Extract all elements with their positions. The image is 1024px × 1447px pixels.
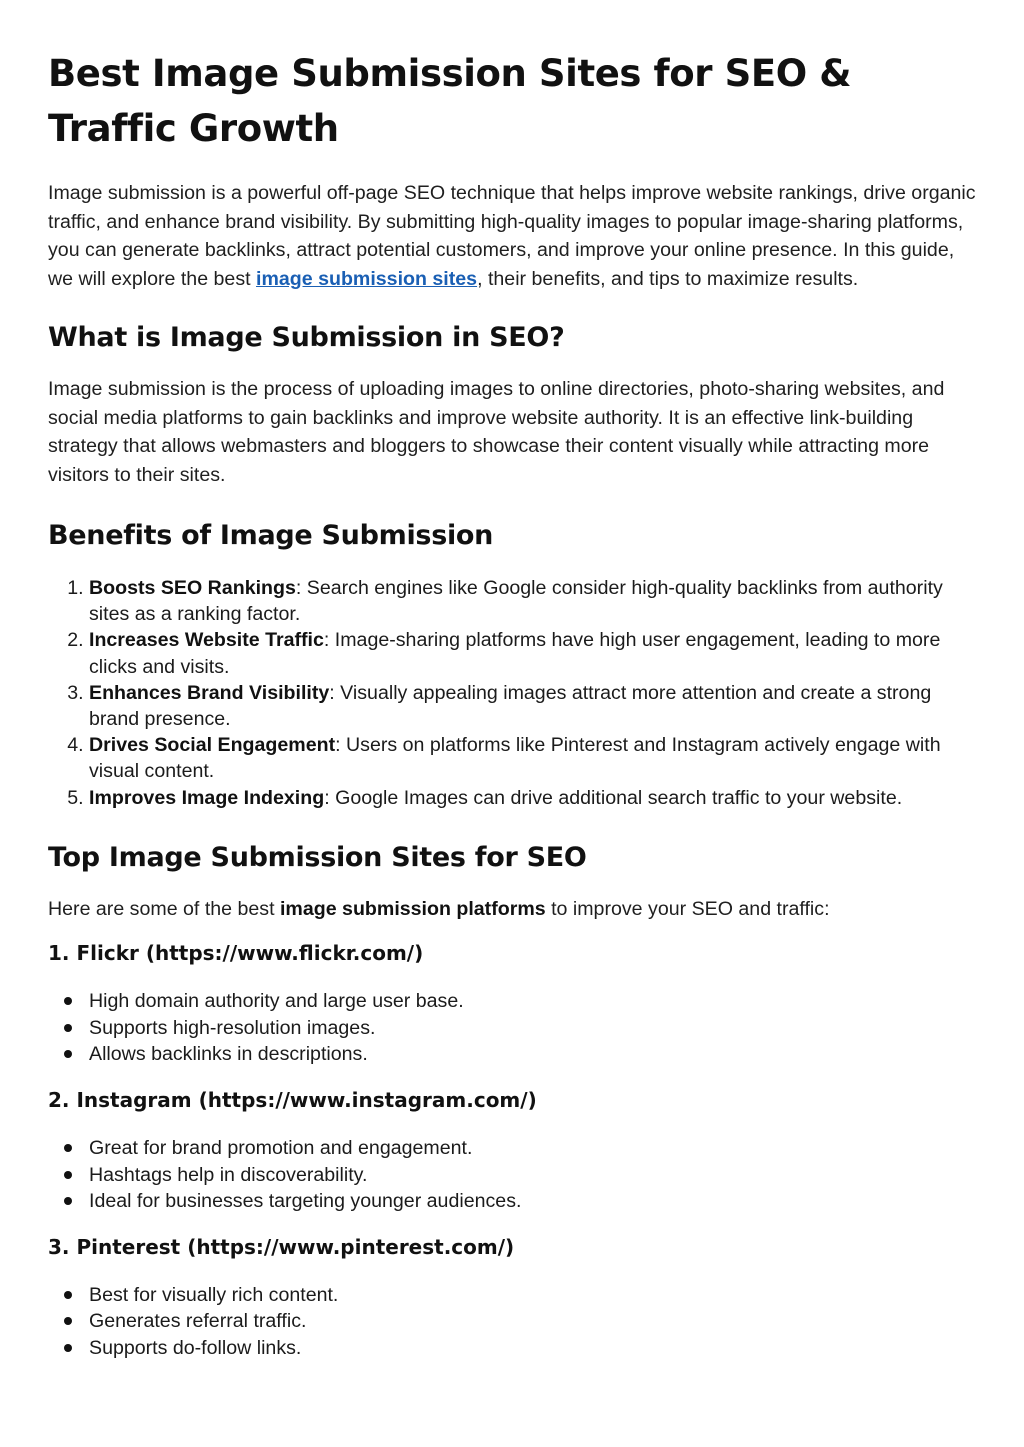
bullet-icon [64, 1197, 72, 1205]
bullet-text: Ideal for businesses targeting younger audiences. [89, 1189, 522, 1212]
bullet-text: Hashtags help in discoverability. [89, 1163, 368, 1186]
bullet-text: Generates referral traffic. [89, 1310, 307, 1333]
benefit-term: Boosts SEO Rankings [89, 577, 296, 599]
bullet-text: Supports high-resolution images. [89, 1016, 376, 1039]
bullet-icon [64, 1344, 72, 1352]
benefit-text: : Google Images can drive additional search traffic to your website. [324, 786, 903, 809]
benefit-term: Drives Social Engagement [89, 734, 336, 757]
list-item [89, 1162, 980, 1188]
pinterest-bullets [48, 1282, 980, 1361]
instagram-bullets [48, 1135, 980, 1214]
flickr-bullets [48, 988, 980, 1067]
bullet-icon [64, 1050, 72, 1058]
list-item [89, 1188, 980, 1214]
top-intro-bold: image submission platforms [279, 897, 546, 920]
bullet-icon [64, 1024, 72, 1032]
intro-paragraph [48, 179, 980, 293]
bullet-text: Allows backlinks in descriptions. [89, 1042, 368, 1065]
page-title: Best Image Submission Sites for SEO & Traffic Growth [48, 52, 852, 150]
bullet-text: Great for brand promotion and engagement. [89, 1137, 473, 1160]
bullet-icon [64, 997, 72, 1005]
intro-text-before-link: Image submission is a powerful off-page SEO technique that helps improve website rankings, drive organic traffic, and enhance brand visibility. By submitting high-quality images to popular image-sharing platforms, you can generate backlinks, attract potential customers, and improve your online presence. In this guide, we will explore the best [48, 182, 976, 290]
list-item [89, 1282, 980, 1308]
site-heading-flickr: 1. Flickr (https://www.flickr.com/) [48, 941, 424, 966]
benefit-text: : Users on platforms like Pinterest and Instagram actively engage with visual content. [89, 734, 941, 783]
list-item [89, 1135, 980, 1161]
bullet-text: Best for visually rich content. [89, 1284, 339, 1307]
bullet-icon [64, 1171, 72, 1179]
benefit-text: : Visually appealing images attract more attention and create a strong brand presence. [89, 681, 932, 731]
list-item [89, 785, 980, 811]
list-item [89, 1308, 980, 1334]
section-heading-benefits: Benefits of Image Submission [48, 520, 494, 551]
list-item [89, 1335, 980, 1361]
benefit-term: Enhances Brand Visibility [89, 681, 330, 704]
list-item [89, 1015, 980, 1041]
section-heading-what: What is Image Submission in SEO? [48, 322, 565, 353]
benefit-text: : Search engines like Google consider high-quality backlinks from authority sites as a ranking factor. [89, 577, 943, 626]
list-item [89, 680, 980, 732]
bullet-text: Supports do-follow links. [89, 1336, 302, 1359]
bullet-icon [64, 1144, 72, 1152]
site-heading-instagram: 2. Instagram (https://www.instagram.com/) [48, 1088, 537, 1113]
list-item [89, 1041, 980, 1067]
intro-text-after-link: , their benefits, and tips to maximize results. [477, 267, 859, 290]
top-intro-after: to improve your SEO and traffic: [545, 897, 830, 920]
list-item [89, 627, 980, 679]
benefits-list [48, 575, 980, 811]
benefit-term: Increases Website Traffic [89, 629, 324, 652]
list-item [89, 988, 980, 1014]
section-body-what: Image submission is the process of uploading images to online directories, photo-sharing websites, and social media platforms to gain backlinks and improve website authority. It is an effective link-building strategy that allows webmasters and bloggers to showcase their content visually while attracting more visitors to their sites. [48, 378, 945, 486]
bullet-icon [64, 1291, 72, 1299]
benefit-text: : Image-sharing platforms have high user engagement, leading to more clicks and visits. [89, 629, 941, 678]
top-sites-intro [48, 895, 980, 924]
bullet-icon [64, 1317, 72, 1325]
benefit-term: Improves Image Indexing [89, 786, 325, 809]
bullet-text: High domain authority and large user base. [89, 990, 464, 1013]
list-item [89, 575, 980, 627]
section-heading-top-sites: Top Image Submission Sites for SEO [48, 841, 587, 873]
list-item [89, 732, 980, 784]
top-intro-before: Here are some of the best [48, 897, 280, 920]
image-submission-sites-link[interactable]: image submission sites [256, 267, 478, 290]
site-heading-pinterest: 3. Pinterest (https://www.pinterest.com/) [48, 1235, 515, 1260]
document-page [48, 46, 980, 1361]
